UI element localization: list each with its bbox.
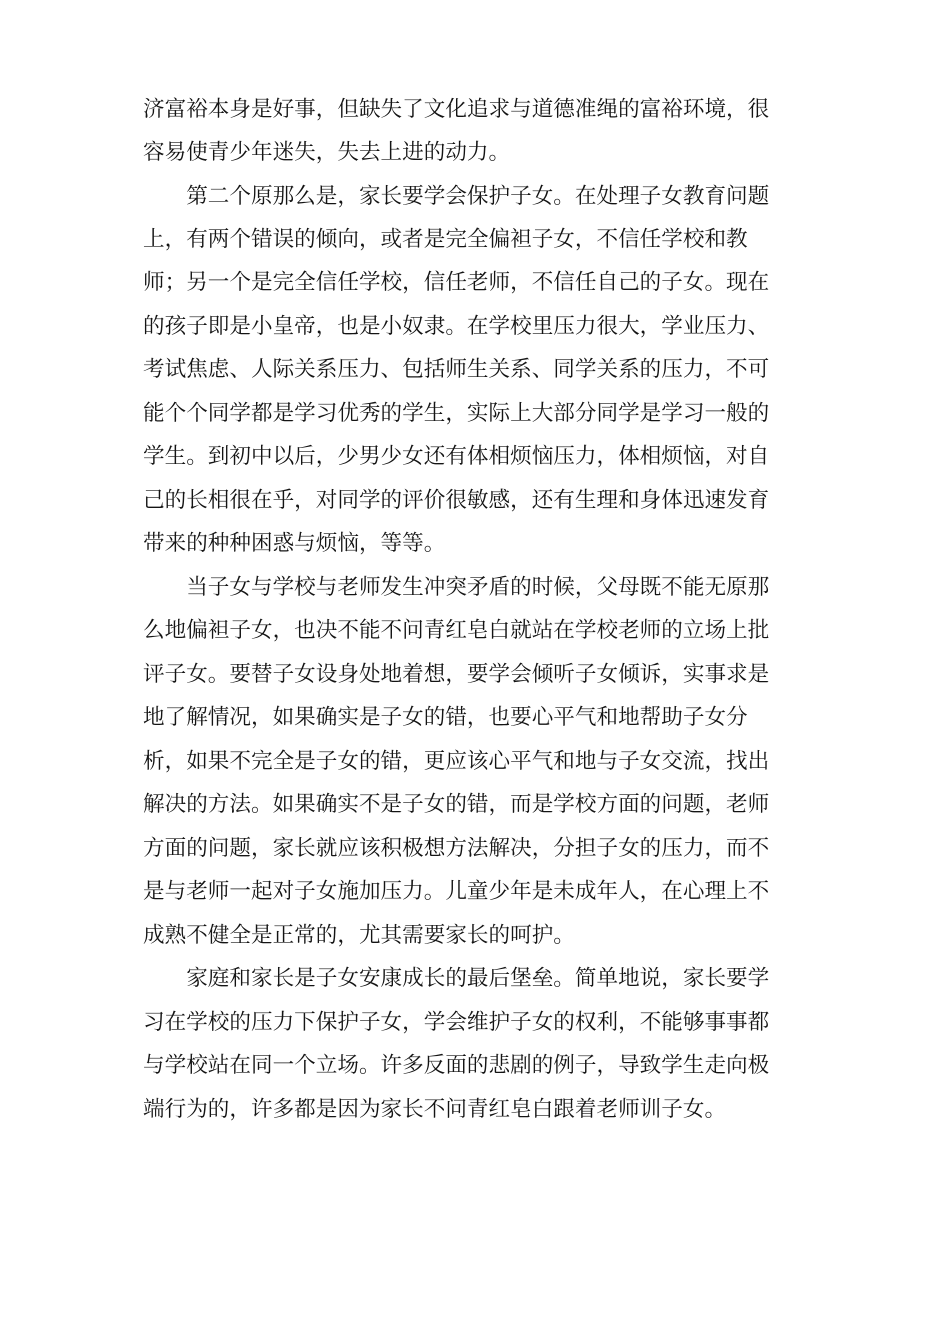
text-line: 容易使青少年迷失，失去上进的动力。 [143,140,511,165]
text-line: 第二个原那么是，家长要学会保护子女。在处理子女教育问题 [143,184,770,209]
text-line: 与学校站在同一个立场。许多反面的悲剧的例子，导致学生走向极 [143,1053,770,1078]
text-line: 成熟不健全是正常的，尤其需要家长的呵护。 [143,923,575,948]
text-line: 师；另一个是完全信任学校，信任老师，不信任自己的子女。现在 [143,270,770,295]
text-line: 端行为的，许多都是因为家长不问青红皂白跟着老师训子女。 [143,1097,727,1122]
text-line: 上，有两个错误的倾向，或者是完全偏袒子女，不信任学校和教 [143,227,748,252]
text-line: 析，如果不完全是子女的错，更应该心平气和地与子女交流，找出 [143,749,770,774]
text-line: 济富裕本身是好事，但缺失了文化追求与道德准绳的富裕环境，很 [143,97,770,122]
text-line: 是与老师一起对子女施加压力。儿童少年是未成年人，在心理上不 [143,879,770,904]
text-line: 方面的问题，家长就应该积极想方法解决，分担子女的压力，而不 [143,836,770,861]
text-line: 解决的方法。如果确实不是子女的错，而是学校方面的问题，老师 [143,792,770,817]
text-line: 带来的种种困惑与烦恼，等等。 [143,531,446,556]
text-line: 习在学校的压力下保护子女，学会维护子女的权利，不能够事事都 [143,1010,770,1035]
text-line: 能个个同学都是学习优秀的学生，实际上大部分同学是学习一般的 [143,401,770,426]
text-line: 么地偏袒子女，也决不能不问青红皂白就站在学校老师的立场上批 [143,618,770,643]
text-line: 当子女与学校与老师发生冲突矛盾的时候，父母既不能无原那 [143,575,770,600]
text-line: 地了解情况，如果确实是子女的错，也要心平气和地帮助子女分 [143,705,748,730]
text-line: 考试焦虑、人际关系压力、包括师生关系、同学关系的压力，不可 [143,357,770,382]
text-line: 的孩子即是小皇帝，也是小奴隶。在学校里压力很大，学业压力、 [143,314,770,339]
text-line: 评子女。要替子女设身处地着想，要学会倾听子女倾诉，实事求是 [143,662,770,687]
text-line: 学生。到初中以后，少男少女还有体相烦恼压力，体相烦恼，对自 [143,444,770,469]
text-line: 家庭和家长是子女安康成长的最后堡垒。简单地说，家长要学 [143,966,770,991]
text-line: 己的长相很在乎，对同学的评价很敏感，还有生理和身体迅速发育 [143,488,770,513]
